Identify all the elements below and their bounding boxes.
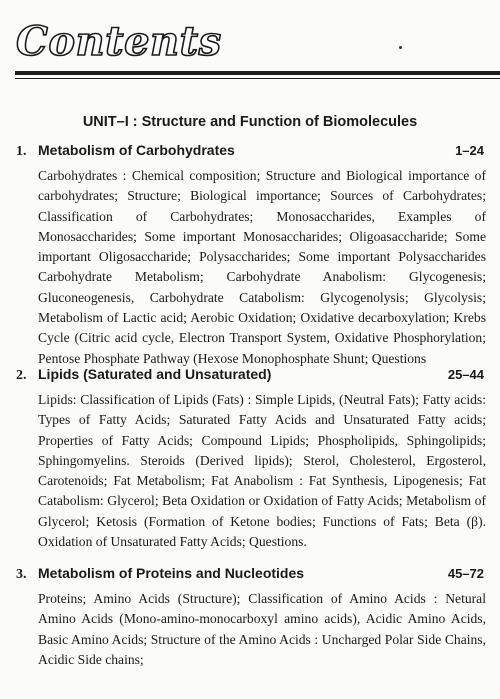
section-title: Metabolism of Carbohydrates [38, 142, 235, 158]
toc-section-1 [16, 142, 486, 369]
contents-heading: Contents [16, 18, 222, 65]
toc-section-3 [16, 565, 486, 670]
section-header [16, 565, 486, 583]
heading-rule-thin [15, 78, 500, 79]
section-page-range: 1–24 [455, 143, 484, 158]
section-header [16, 366, 486, 384]
section-header [16, 142, 486, 160]
section-number: 2. [16, 368, 27, 383]
section-number: 3. [16, 567, 27, 582]
section-number: 1. [16, 144, 27, 159]
section-page-range: 25–44 [447, 367, 484, 382]
section-topics: Carbohydrates : Chemical composition; Structure and Biological importance of carbohydrates; Structure; Biological importance; Sources of Carbohydrates; Classification of Carbohydrates; Monosaccharides, Examples of Monosaccharides; Some important Monosaccharides; Oligoasaccharide; Some important Oligosaccharide; Polysaccharides; Some important Polysaccharides Carbohydrate Metabolism; Carbohydrate Anabolism: Glycogenesis; Gluconeogenesis, Carbohydrate Catabolism: Glycogenolysis; Glycolysis; Metabolism of Lactic acid; Aerobic Oxidation; Oxidative decarboxylation; Krebs Cycle (Citric acid cycle, Electron Transport System, Oxidative Phosphorylation; Pentose Phosphate Pathway (Hexose Monophosphate Shunt; Questions [38, 168, 486, 366]
heading-rule-thick [15, 71, 500, 75]
section-topics: Proteins; Amino Acids (Structure); Classification of Amino Acids : Netural Amino Acids (Mono-amino-monocarboxyl amino acids), Acidic Amino Acids, Basic Amino Acids; Structure of the Amino Acids : Uncharged Polar Side Chains, Acidic Side chains; [38, 591, 486, 667]
section-title: Lipids (Saturated and Unsaturated) [38, 366, 272, 382]
toc-section-2 [16, 366, 486, 552]
section-page-range: 45–72 [447, 566, 484, 581]
section-title: Metabolism of Proteins and Nucleotides [38, 565, 305, 581]
speck-mark [399, 46, 402, 49]
section-topics: Lipids: Classification of Lipids (Fats) : Simple Lipids, (Neutral Fats); Fatty acids: Types of Fatty Acids; Saturated Fatty Acids and Unsaturated Fatty acids; Properties of Fatty Acids; Compound Lipids; Phospholipids, Sphingolipids; Sphingomyelins. Steroids (Derived lipids); Sterol, Cholesterol, Ergosterol, Carotenoids; Fat Metabolism; Fat Anabolism : Fat Synthesis, Lipogenesis; Fat Catabolism: Glycerol; Beta Oxidation or Oxidation of Fatty Acids; Metabolism of Glycerol; Ketosis (Formation of Ketone bodies; Functions of Fats; Beta (β). Oxidation of Unsaturated Fatty Acids; Questions. [38, 392, 486, 550]
unit-title: UNIT–I : Structure and Function of Biomolecules [82, 114, 418, 130]
